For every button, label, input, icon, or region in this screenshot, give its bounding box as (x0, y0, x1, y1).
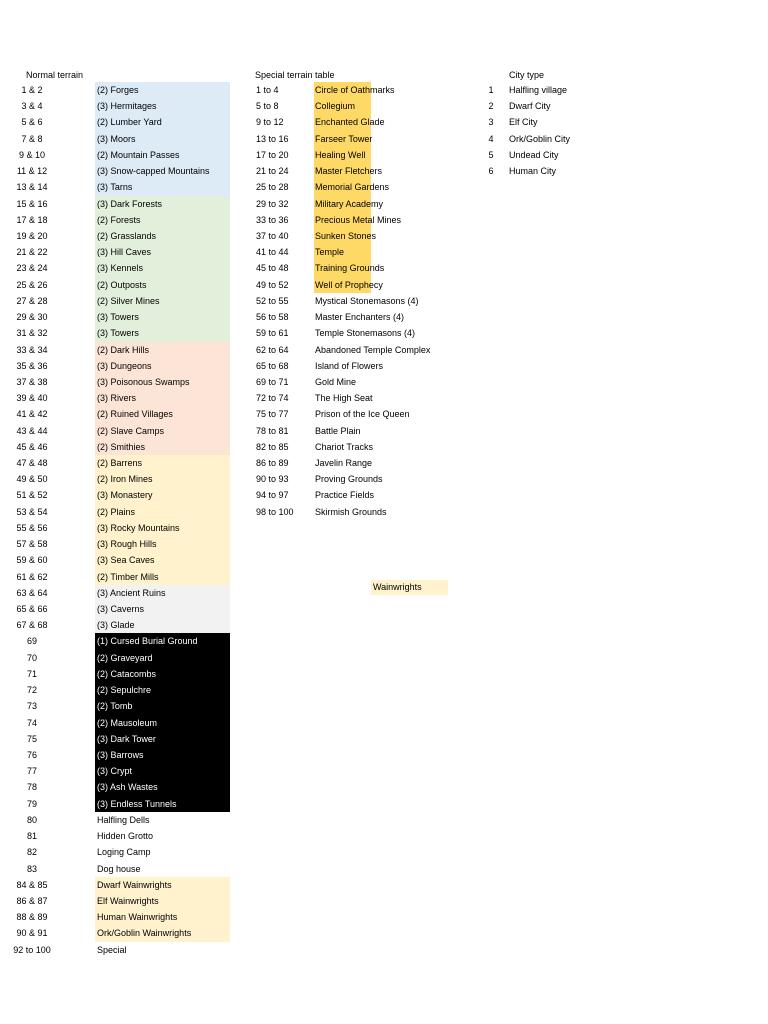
table-row (0, 114, 240, 130)
roll-value: 1 to 4 (256, 85, 279, 95)
table-row (485, 98, 645, 114)
table-row (0, 763, 240, 779)
terrain-name: (3) Rivers (97, 393, 137, 404)
table-row (256, 504, 456, 520)
roll-value: 94 to 97 (256, 490, 289, 501)
roll-value: 21 & 22 (16, 247, 48, 258)
roll-value: 49 to 52 (256, 279, 289, 290)
city-type-table (485, 82, 645, 179)
terrain-name: Prison of the Ice Queen (315, 409, 410, 420)
terrain-name: Loging Camp (97, 847, 151, 858)
terrain-name: Battle Plain (315, 425, 361, 436)
terrain-name: (2) Lumber Yard (97, 117, 162, 128)
terrain-name: (2) Grasslands (97, 230, 157, 241)
terrain-name: (2) Smithies (97, 441, 146, 452)
terrain-name: (3) Crypt (97, 766, 133, 777)
roll-value: 63 & 64 (16, 587, 48, 598)
terrain-name: Hidden Grotto (97, 831, 154, 842)
terrain-name: Circle of Oathmarks (315, 85, 395, 95)
terrain-name: (3) Hermitages (97, 101, 157, 112)
roll-value: 39 & 40 (16, 393, 48, 404)
roll-value: 9 to 12 (256, 117, 284, 128)
table-row (0, 779, 240, 795)
roll-value: 5 (488, 149, 494, 160)
roll-value: 3 & 4 (21, 101, 43, 112)
table-row (485, 131, 645, 147)
table-row (0, 715, 240, 731)
table-row (256, 487, 456, 503)
terrain-name: (3) Tarns (97, 182, 133, 193)
table-row (256, 455, 456, 471)
terrain-name: (2) Tomb (97, 701, 133, 712)
roll-value: 59 to 61 (256, 328, 289, 339)
roll-value: 35 & 36 (16, 360, 48, 371)
table-row (485, 114, 645, 130)
table-row (256, 212, 456, 228)
terrain-name: Ork/Goblin Wainwrights (97, 928, 192, 939)
terrain-name: (3) Rocky Mountains (97, 522, 180, 533)
terrain-name: Special (97, 944, 127, 955)
terrain-name: (2) Mausoleum (97, 717, 158, 728)
terrain-name: (3) Towers (97, 328, 139, 339)
roll-value: 92 to 100 (13, 944, 51, 955)
terrain-name: Farseer Tower (315, 133, 373, 144)
terrain-name: Mystical Stonemasons (4) (315, 295, 419, 306)
roll-value: 86 & 87 (16, 895, 48, 906)
city-name: Dwarf City (509, 101, 551, 112)
roll-value: 37 & 38 (16, 376, 48, 387)
roll-value: 81 (26, 831, 37, 842)
table-row (0, 309, 240, 325)
roll-value: 71 (26, 668, 37, 679)
table-row (0, 179, 240, 195)
table-row (256, 244, 456, 260)
table-row (256, 423, 456, 439)
roll-value: 2 (488, 101, 494, 112)
roll-value: 67 & 68 (16, 620, 48, 631)
table-row (0, 358, 240, 374)
table-row (0, 423, 240, 439)
roll-value: 29 & 30 (16, 312, 48, 323)
table-row (256, 147, 456, 163)
table-row (256, 228, 456, 244)
roll-value: 11 & 12 (16, 166, 48, 177)
roll-value: 62 to 64 (256, 344, 289, 355)
roll-value: 69 to 71 (256, 376, 289, 387)
terrain-name: (3) Sea Caves (97, 555, 155, 566)
table-row (256, 309, 456, 325)
terrain-name: (3) Caverns (97, 604, 145, 614)
roll-value: 49 & 50 (16, 474, 48, 485)
table-row (0, 374, 240, 390)
roll-value: 52 to 55 (256, 295, 289, 306)
normal-terrain-table (0, 82, 240, 958)
table-row (256, 342, 456, 358)
table-row (0, 228, 240, 244)
roll-value: 17 & 18 (16, 214, 48, 225)
roll-value: 55 & 56 (16, 522, 48, 533)
table-row (0, 131, 240, 147)
roll-value: 37 to 40 (256, 230, 289, 241)
terrain-name: Practice Fields (315, 490, 375, 501)
terrain-name: Temple Stonemasons (4) (315, 328, 416, 339)
roll-value: 45 to 48 (256, 263, 289, 274)
roll-value: 56 to 58 (256, 312, 289, 323)
roll-value: 84 & 85 (16, 879, 48, 890)
table-row (0, 617, 240, 633)
roll-value: 23 & 24 (16, 263, 48, 274)
terrain-name: Master Enchanters (4) (315, 312, 405, 323)
roll-value: 61 & 62 (16, 571, 48, 582)
roll-value: 86 to 89 (256, 458, 289, 469)
terrain-name: (2) Silver Mines (97, 295, 160, 306)
terrain-name: Memorial Gardens (315, 182, 390, 193)
terrain-name: (2) Plains (97, 506, 136, 517)
table-row (0, 633, 240, 649)
table-row (256, 471, 456, 487)
table-row (256, 406, 456, 422)
roll-value: 17 to 20 (256, 149, 289, 160)
table-row (485, 82, 645, 98)
terrain-name: Sunken Stones (315, 230, 377, 241)
table-row (0, 293, 240, 309)
terrain-name: Halfling Dells (97, 814, 150, 825)
terrain-name: (2) Mountain Passes (97, 149, 180, 160)
terrain-name: Temple (315, 247, 345, 258)
terrain-name: Chariot Tracks (315, 441, 374, 452)
roll-value: 78 (26, 782, 37, 793)
terrain-name: Human Wainwrights (97, 912, 178, 923)
table-row (0, 147, 240, 163)
table-row (0, 277, 240, 293)
special-terrain-table (256, 82, 456, 520)
terrain-name: (3) Snow-capped Mountains (97, 166, 210, 177)
table-row (0, 844, 240, 860)
terrain-name: Training Grounds (315, 263, 385, 274)
terrain-name: (2) Catacombs (97, 668, 157, 679)
table-row (0, 260, 240, 276)
roll-value: 78 to 81 (256, 425, 289, 436)
table-row (0, 682, 240, 698)
table-row (0, 455, 240, 471)
table-row (0, 650, 240, 666)
table-row (256, 390, 456, 406)
terrain-name: (2) Sepulchre (97, 685, 152, 696)
terrain-name: Gold Mine (315, 376, 357, 387)
terrain-name: (3) Dark Forests (97, 198, 163, 209)
special-terrain-header: Special terrain table (255, 70, 335, 80)
terrain-name: (3) Glade (97, 620, 135, 631)
terrain-name: Well of Prophecy (315, 279, 383, 290)
table-row (0, 861, 240, 877)
terrain-name: (3) Dark Tower (97, 733, 156, 744)
roll-value: 65 & 66 (16, 604, 48, 614)
terrain-name: Proving Grounds (315, 474, 383, 485)
table-row (485, 163, 645, 179)
roll-value: 82 to 85 (256, 441, 289, 452)
table-row (0, 244, 240, 260)
terrain-name: (1) Cursed Burial Ground (97, 636, 198, 647)
table-row (0, 163, 240, 179)
roll-value: 90 & 91 (16, 928, 48, 939)
terrain-name: (3) Monastery (97, 490, 153, 501)
table-row (0, 342, 240, 358)
roll-value: 65 to 68 (256, 360, 289, 371)
terrain-name: (2) Forests (97, 214, 141, 225)
table-row (0, 471, 240, 487)
terrain-name: Skirmish Grounds (315, 506, 387, 517)
roll-value: 88 & 89 (16, 912, 48, 923)
table-row (256, 114, 456, 130)
roll-value: 19 & 20 (16, 230, 48, 241)
roll-value: 79 (26, 798, 37, 809)
terrain-name: Dog house (97, 863, 141, 874)
terrain-name: The High Seat (315, 393, 373, 404)
terrain-name: (2) Dark Hills (97, 344, 150, 355)
city-name: Ork/Goblin City (509, 133, 571, 144)
table-row (0, 406, 240, 422)
roll-value: 57 & 58 (16, 539, 48, 550)
table-row (0, 325, 240, 341)
roll-value: 1 & 2 (21, 85, 43, 95)
table-row (256, 260, 456, 276)
table-row (0, 601, 240, 617)
terrain-name: (2) Timber Mills (97, 571, 159, 582)
terrain-name: Dwarf Wainwrights (97, 879, 172, 890)
table-row (0, 82, 240, 98)
table-row (0, 569, 240, 585)
roll-value: 41 to 44 (256, 247, 289, 258)
terrain-name: (2) Forges (97, 85, 139, 95)
roll-value: 73 (26, 701, 37, 712)
terrain-name: (3) Ash Wastes (97, 782, 158, 793)
table-row (0, 520, 240, 536)
terrain-name: (3) Rough Hills (97, 539, 157, 550)
table-row (0, 504, 240, 520)
roll-value: 90 to 93 (256, 474, 289, 485)
table-row (0, 747, 240, 763)
table-row (0, 666, 240, 682)
roll-value: 31 & 32 (16, 328, 48, 339)
roll-value: 9 & 10 (18, 149, 46, 160)
roll-value: 75 to 77 (256, 409, 289, 420)
roll-value: 98 to 100 (256, 506, 294, 517)
table-row (256, 131, 456, 147)
terrain-name: Master Fletchers (315, 166, 383, 177)
terrain-name: (2) Barrens (97, 458, 143, 469)
terrain-name: (2) Slave Camps (97, 425, 165, 436)
table-row (256, 358, 456, 374)
roll-value: 15 & 16 (16, 198, 48, 209)
table-row (256, 277, 456, 293)
city-name: Elf City (509, 117, 538, 128)
table-row (0, 212, 240, 228)
terrain-name: Elf Wainwrights (97, 895, 159, 906)
terrain-name: Island of Flowers (315, 360, 384, 371)
roll-value: 51 & 52 (16, 490, 48, 501)
roll-value: 76 (26, 749, 37, 760)
table-row (0, 439, 240, 455)
table-row (0, 828, 240, 844)
table-row (0, 942, 240, 958)
roll-value: 53 & 54 (16, 506, 48, 517)
table-row (0, 98, 240, 114)
roll-value: 82 (26, 847, 37, 858)
normal-terrain-header: Normal terrain (26, 70, 84, 80)
roll-value: 7 & 8 (21, 133, 43, 144)
terrain-name: (3) Moors (97, 133, 136, 144)
roll-value: 74 (26, 717, 37, 728)
table-row (0, 196, 240, 212)
roll-value: 21 to 24 (256, 166, 289, 177)
table-row (256, 82, 456, 98)
table-row (0, 877, 240, 893)
terrain-name: (3) Endless Tunnels (97, 798, 177, 809)
roll-value: 72 (26, 685, 37, 696)
table-row (256, 293, 456, 309)
roll-value: 70 (26, 652, 37, 663)
table-row (256, 179, 456, 195)
roll-value: 59 & 60 (16, 555, 48, 566)
table-row (0, 812, 240, 828)
terrain-name: (2) Iron Mines (97, 474, 153, 485)
roll-value: 3 (488, 117, 494, 128)
table-row (256, 325, 456, 341)
terrain-name: (3) Dungeons (97, 360, 152, 371)
table-row (0, 909, 240, 925)
terrain-name: Military Academy (315, 198, 384, 209)
roll-value: 4 (488, 133, 494, 144)
roll-value: 13 to 16 (256, 133, 289, 144)
terrain-name: (2) Graveyard (97, 652, 153, 663)
terrain-name: (3) Kennels (97, 263, 144, 274)
table-row (0, 698, 240, 714)
terrain-name: (3) Barrows (97, 749, 144, 760)
terrain-name: (2) Ruined Villages (97, 409, 173, 420)
city-name: Halfling village (509, 85, 568, 95)
city-type-header: City type (509, 70, 545, 80)
roll-value: 75 (26, 733, 37, 744)
roll-value: 41 & 42 (16, 409, 48, 420)
table-row (256, 439, 456, 455)
terrain-name: (3) Towers (97, 312, 139, 323)
roll-value: 43 & 44 (16, 425, 48, 436)
terrain-name: Enchanted Glade (315, 117, 385, 128)
table-row (0, 585, 240, 601)
table-row (485, 147, 645, 163)
city-name: Undead City (509, 149, 559, 160)
roll-value: 72 to 74 (256, 393, 289, 404)
terrain-name: Precious Metal Mines (315, 214, 402, 225)
terrain-name: (2) Outposts (97, 279, 147, 290)
terrain-name: Healing Well (315, 149, 366, 160)
roll-value: 45 & 46 (16, 441, 48, 452)
city-name: Human City (509, 166, 557, 177)
terrain-name: (3) Hill Caves (97, 247, 152, 258)
roll-value: 25 & 26 (16, 279, 48, 290)
roll-value: 80 (26, 814, 37, 825)
roll-value: 69 (26, 636, 37, 647)
roll-value: 5 & 6 (21, 117, 43, 128)
roll-value: 13 & 14 (16, 182, 48, 193)
table-row (256, 163, 456, 179)
roll-value: 25 to 28 (256, 182, 289, 193)
roll-value: 77 (26, 766, 37, 777)
table-row (0, 893, 240, 909)
table-row (256, 98, 456, 114)
table-row (0, 731, 240, 747)
wainwrights-note: Wainwrights (371, 580, 448, 595)
terrain-name: Javelin Range (315, 458, 373, 469)
table-row (0, 796, 240, 812)
terrain-name: (3) Ancient Ruins (97, 587, 166, 598)
table-row (0, 536, 240, 552)
roll-value: 5 to 8 (256, 101, 279, 112)
roll-value: 29 to 32 (256, 198, 289, 209)
table-row (256, 374, 456, 390)
table-row (0, 925, 240, 941)
terrain-name: Abandoned Temple Complex (315, 344, 431, 355)
table-row (0, 487, 240, 503)
terrain-name: Collegium (315, 101, 356, 112)
roll-value: 33 & 34 (16, 344, 48, 355)
roll-value: 27 & 28 (16, 295, 48, 306)
roll-value: 6 (488, 166, 494, 177)
roll-value: 83 (26, 863, 37, 874)
roll-value: 1 (488, 85, 494, 95)
table-row (256, 196, 456, 212)
table-row (0, 552, 240, 568)
table-row (0, 390, 240, 406)
roll-value: 47 & 48 (16, 458, 48, 469)
terrain-name: (3) Poisonous Swamps (97, 376, 190, 387)
roll-value: 33 to 36 (256, 214, 289, 225)
